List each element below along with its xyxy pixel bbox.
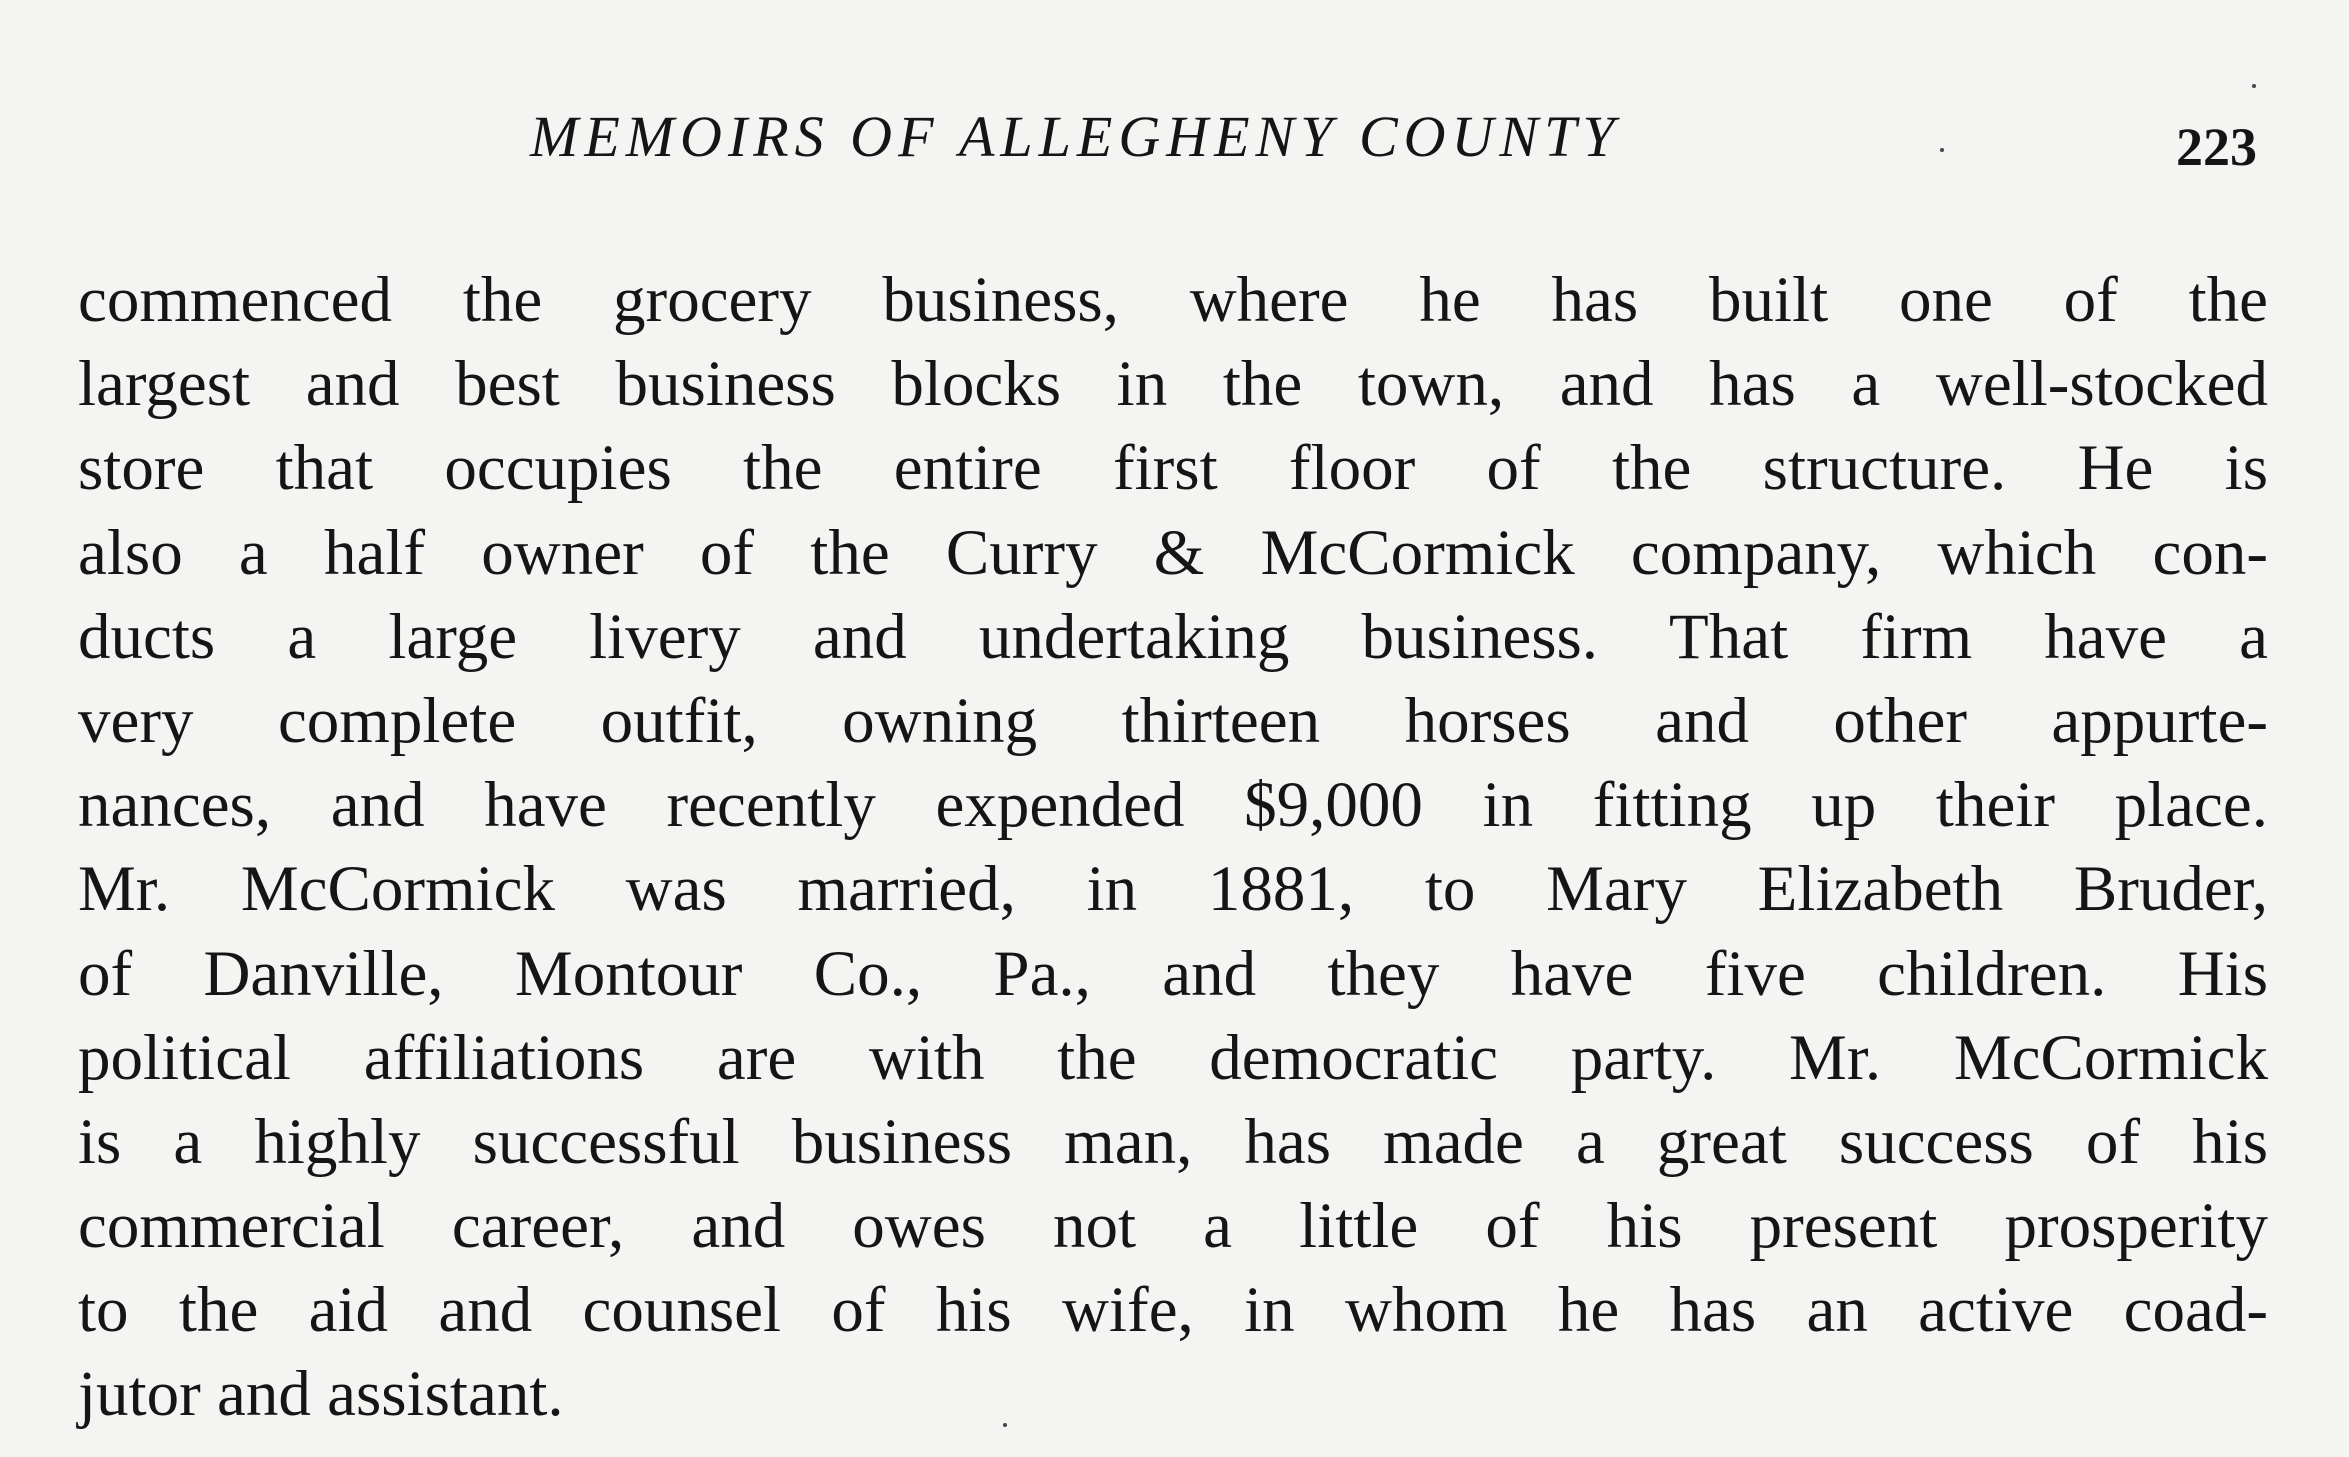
text-line: of Danville, Montour Co., Pa., and they have five children. His <box>78 937 2268 1010</box>
text-line: commercial career, and owes not a little of his present prosperity <box>78 1190 2268 1263</box>
body-paragraph <box>78 258 2268 1437</box>
text-line: political affiliations are with the democratic party. Mr. McCormick <box>78 1021 2268 1094</box>
scan-speck <box>1003 1423 1007 1427</box>
page-number: 223 <box>2176 117 2257 177</box>
text-line: very complete outfit, owning thirteen horses and other appurte- <box>78 684 2268 757</box>
scan-speck <box>1940 148 1944 152</box>
text-line: ducts a large livery and undertaking business. That firm have a <box>78 600 2268 673</box>
text-line: nances, and have recently expended $9,000 in fitting up their place. <box>78 769 2268 842</box>
text-line: commenced the grocery business, where he has built one of the <box>78 264 2268 336</box>
text-line: jutor and assistant. <box>78 1358 564 1431</box>
text-line: also a half owner of the Curry & McCormick company, which con- <box>78 516 2268 589</box>
running-head-title: MEMOIRS OF ALLEGHENY COUNTY <box>530 104 1621 169</box>
text-line: to the aid and counsel of his wife, in whom he has an active coad- <box>78 1274 2268 1347</box>
text-line: store that occupies the entire first floor of the structure. He is <box>78 432 2268 505</box>
text-line: Mr. McCormick was married, in 1881, to Mary Elizabeth Bruder, <box>78 853 2268 926</box>
scan-speck <box>2252 84 2256 88</box>
text-line: largest and best business blocks in the town, and has a well-stocked <box>78 348 2268 421</box>
text-line: is a highly successful business man, has made a great success of his <box>78 1105 2268 1178</box>
